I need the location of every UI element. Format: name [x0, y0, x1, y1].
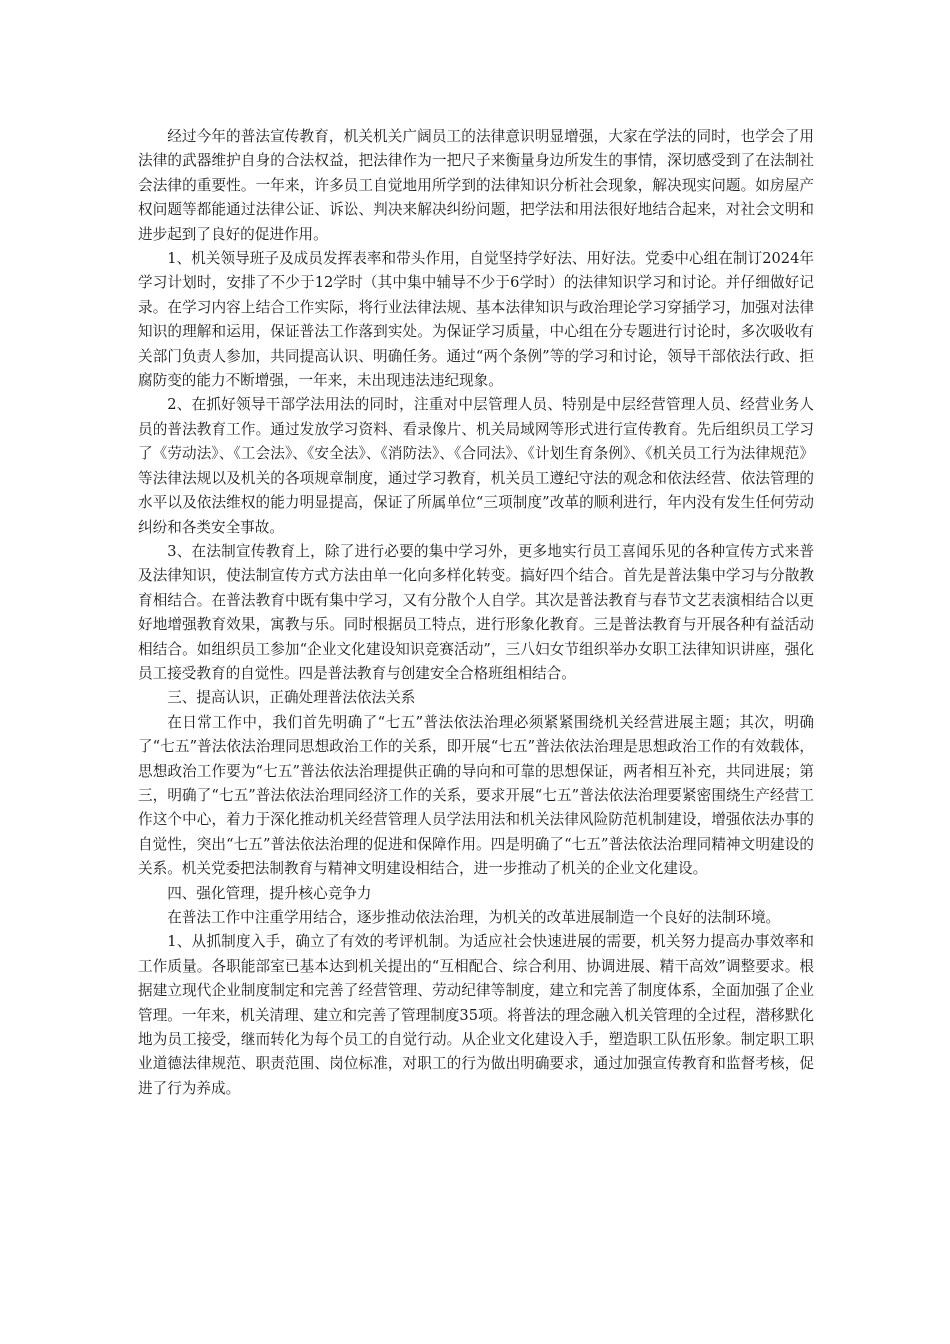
document-body	[138, 125, 814, 1101]
paragraph-section-3: 在日常工作中，我们首先明确了“七五”普法依法治理必须紧紧围绕机关经营进展主题；其次，明确了“七五”普法依法治理同思想政治工作的关系，即开展“七五”普法依法治理是思想政治工作的有效载体，思想政治工作要为“七五”普法依法治理提供正确的导向和可靠的思想保证，两者相互补充，共同进展；第三，明确了“七五”普法依法治理同经济工作的关系，要求开展“七五”普法依法治理要紧密围绕生产经营工作这个中心，着力于深化推动机关经营管理人员学法用法和机关法律风险防范机制建设，增强依法办事的自觉性，突出“七五”普法依法治理的促进和保障作用。四是明确了“七五”普法依法治理同精神文明建设的关系。机关党委把法制教育与精神文明建设相结合，进一步推动了机关的企业文化建设。	[138, 713, 814, 878]
paragraph-section-4-intro: 在普法工作中注重学用结合，逐步推动依法治理，为机关的改革进展制造一个良好的法制环境。	[167, 909, 781, 926]
paragraph-item-2: 2、在抓好领导干部学法用法的同时，注重对中层管理人员、特别是中层经营管理人员、经营业务人员的普法教育工作。通过发放学习资料、看录像片、机关局域网等形式进行宣传教育。先后组织员工学习了《劳动法》、《工会法》、《安全法》、《消防法》、《合同法》、《计划生育条例》、《机关员工行为法律规范》等法律法规以及机关的各项规章制度，通过学习教育，机关员工遵纪守法的观念和依法经营、依法管理的水平以及依法维权的能力明显提高，保证了所属单位“三项制度”改革的顺利进行，年内没有发生任何劳动纠纷和各类安全事故。	[138, 396, 814, 536]
paragraph-item-1: 1、机关领导班子及成员发挥表率和带头作用，自觉坚持学好法、用好法。党委中心组在制订2024年学习计划时，安排了不少于12学时（其中集中辅导不少于6学时）的法律知识学习和讨论。并仔细做好记录。在学习内容上结合工作实际，将行业法律法规、基本法律知识与政治理论学习穿插学习，加强对法律知识的理解和运用，保证普法工作落到实处。为保证学习质量，中心组在分专题进行讨论时，多次吸收有关部门负责人参加，共同提高认识、明确任务。通过“两个条例”等的学习和讨论，领导干部依法行政、拒腐防变的能力不断增强，一年来，未出现违法违纪现象。	[138, 250, 814, 390]
section-heading-4: 四、强化管理，提升核心竞争力	[167, 884, 372, 902]
paragraph-item-3: 3、在法制宣传教育上，除了进行必要的集中学习外，更多地实行员工喜闻乐见的各种宣传方式来普及法律知识，使法制宣传方式方法由单一化向多样化转变。搞好四个结合。首先是普法集中学习与分散教育相结合。在普法教育中既有集中学习，又有分散个人自学。其次是普法教育与春节文艺表演相结合以更好地增强教育效果，寓教与乐。同时根据员工特点，进行形象化教育。三是普法教育与开展各种有益活动相结合。如组织员工参加“企业文化建设知识竞赛活动”，三八妇女节组织举办女职工法律知识讲座，强化员工接受教育的自觉性。四是普法教育与创建安全合格班组相结合。	[138, 542, 814, 682]
paragraph-intro: 经过今年的普法宣传教育，机关机关广阔员工的法律意识明显增强，大家在学法的同时，也学会了用法律的武器维护自身的合法权益，把法律作为一把尺子来衡量身边所发生的事情，深切感受到了在法制社会法律的重要性。一年来，许多员工自觉地用所学到的法律知识分析社会现象，解决现实问题。如房屋产权问题等都能通过法律公证、诉讼、判决来解决纠纷问题，把学法和用法很好地结合起来，对社会文明和进步起到了良好的促进作用。	[138, 128, 814, 243]
section-heading-3: 三、提高认识，正确处理普法依法关系	[167, 689, 416, 707]
paragraph-section-4-item-1: 1、从抓制度入手，确立了有效的考评机制。为适应社会快速进展的需要，机关努力提高办事效率和工作质量。各职能部室已基本达到机关提出的“互相配合、综合利用、协调进展、精干高效”调整要求。根据建立现代企业制度制定和完善了经营管理、劳动纪律等制度，建立和完善了制度体系，全面加强了企业管理。一年来，机关清理、建立和完善了管理制度35项。将普法的理念融入机关管理的全过程，潜移默化地为员工接受，继而转化为每个员工的自觉行动。从企业文化建设入手，塑造职工队伍形象。制定职工职业道德法律规范、职责范围、岗位标准，对职工的行为做出明确要求，通过加强宣传教育和监督考核，促进了行为养成。	[138, 933, 814, 1097]
